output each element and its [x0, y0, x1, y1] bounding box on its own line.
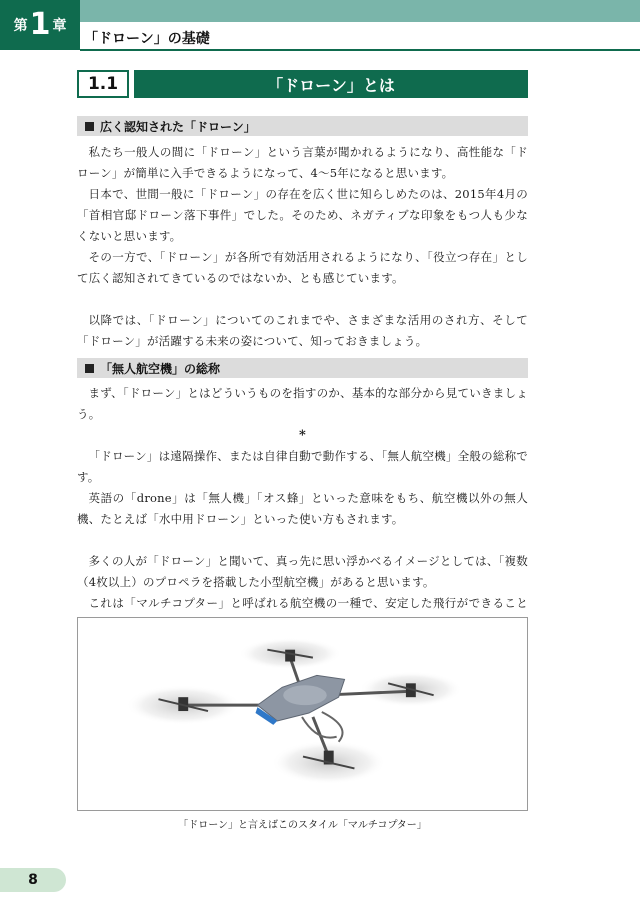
square-bullet-icon	[85, 122, 94, 131]
chapter-number: 1	[29, 7, 51, 42]
paragraph: 多くの人が「ドローン」と聞いて、真っ先に思い浮かべるイメージとしては、「複数（4枚以上）のプロペラを搭載した小型航空機」があると思います。	[77, 554, 528, 589]
paragraph: 日本で、世間一般に「ドローン」の存在を広く世に知らしめたのは、2015年4月の「首相官邸ドローン落下事件」でした。そのため、ネガティブな印象をもつ人も少なくないと思います。	[77, 187, 528, 243]
page-number: 8	[0, 868, 66, 892]
paragraph: 以降では、「ドローン」についてのこれまでや、さまざまな活用のされ方、そして「ドローン」が活躍する未来の姿について、知っておきましょう。	[77, 313, 528, 348]
section-number: 1.1	[77, 70, 129, 98]
paragraph: 英語の「drone」は「無人機」「オス蜂」といった意味をもち、航空機以外の無人機、たとえば「水中用ドローン」といった使い方もされます。	[77, 491, 528, 526]
paragraph: まず、「ドローン」とはどういうものを指すのか、基本的な部分から見ていきましょう。	[77, 386, 528, 421]
subsection-heading-1	[77, 116, 528, 136]
subsection-heading-text: 広く認知された「ドローン」	[100, 119, 256, 134]
drone-figure	[77, 617, 528, 811]
chapter-suffix: 章	[52, 18, 67, 34]
paragraph: これは「マルチコプター」と呼ばれる航空機の一種で、安定した飛行ができること	[88, 596, 528, 610]
asterisk-separator: *	[299, 428, 306, 443]
paragraph: その一方で、「ドローン」が各所で有効活用されるようになり、「役立つ存在」として広く認知されてきているのではないか、とも感じています。	[77, 250, 528, 285]
body-text-1	[77, 142, 528, 352]
subsection-heading-text: 「無人航空機」の総称	[100, 361, 221, 376]
multicopter-illustration	[78, 618, 527, 810]
header-band	[80, 0, 640, 22]
body-text-2	[77, 383, 528, 635]
paragraph: 私たち一般人の間に「ドローン」という言葉が聞かれるようになり、高性能な「ドローン」が簡単に入手できるようになって、4～5年になると思います。	[77, 145, 528, 180]
figure-caption: 「ドローン」と言えばこのスタイル「マルチコプター」	[178, 820, 427, 831]
header-divider	[80, 49, 640, 51]
section-title: 「ドローン」とは	[134, 70, 528, 98]
chapter-title: 「ドローン」の基礎	[84, 31, 210, 47]
square-bullet-icon	[85, 364, 94, 373]
paragraph: 「ドローン」は遠隔操作、または自律自動で動作する、「無人航空機」全般の総称です。	[77, 449, 528, 484]
chapter-badge	[0, 0, 80, 50]
subsection-heading-2	[77, 358, 528, 378]
chapter-prefix: 第	[13, 18, 28, 34]
